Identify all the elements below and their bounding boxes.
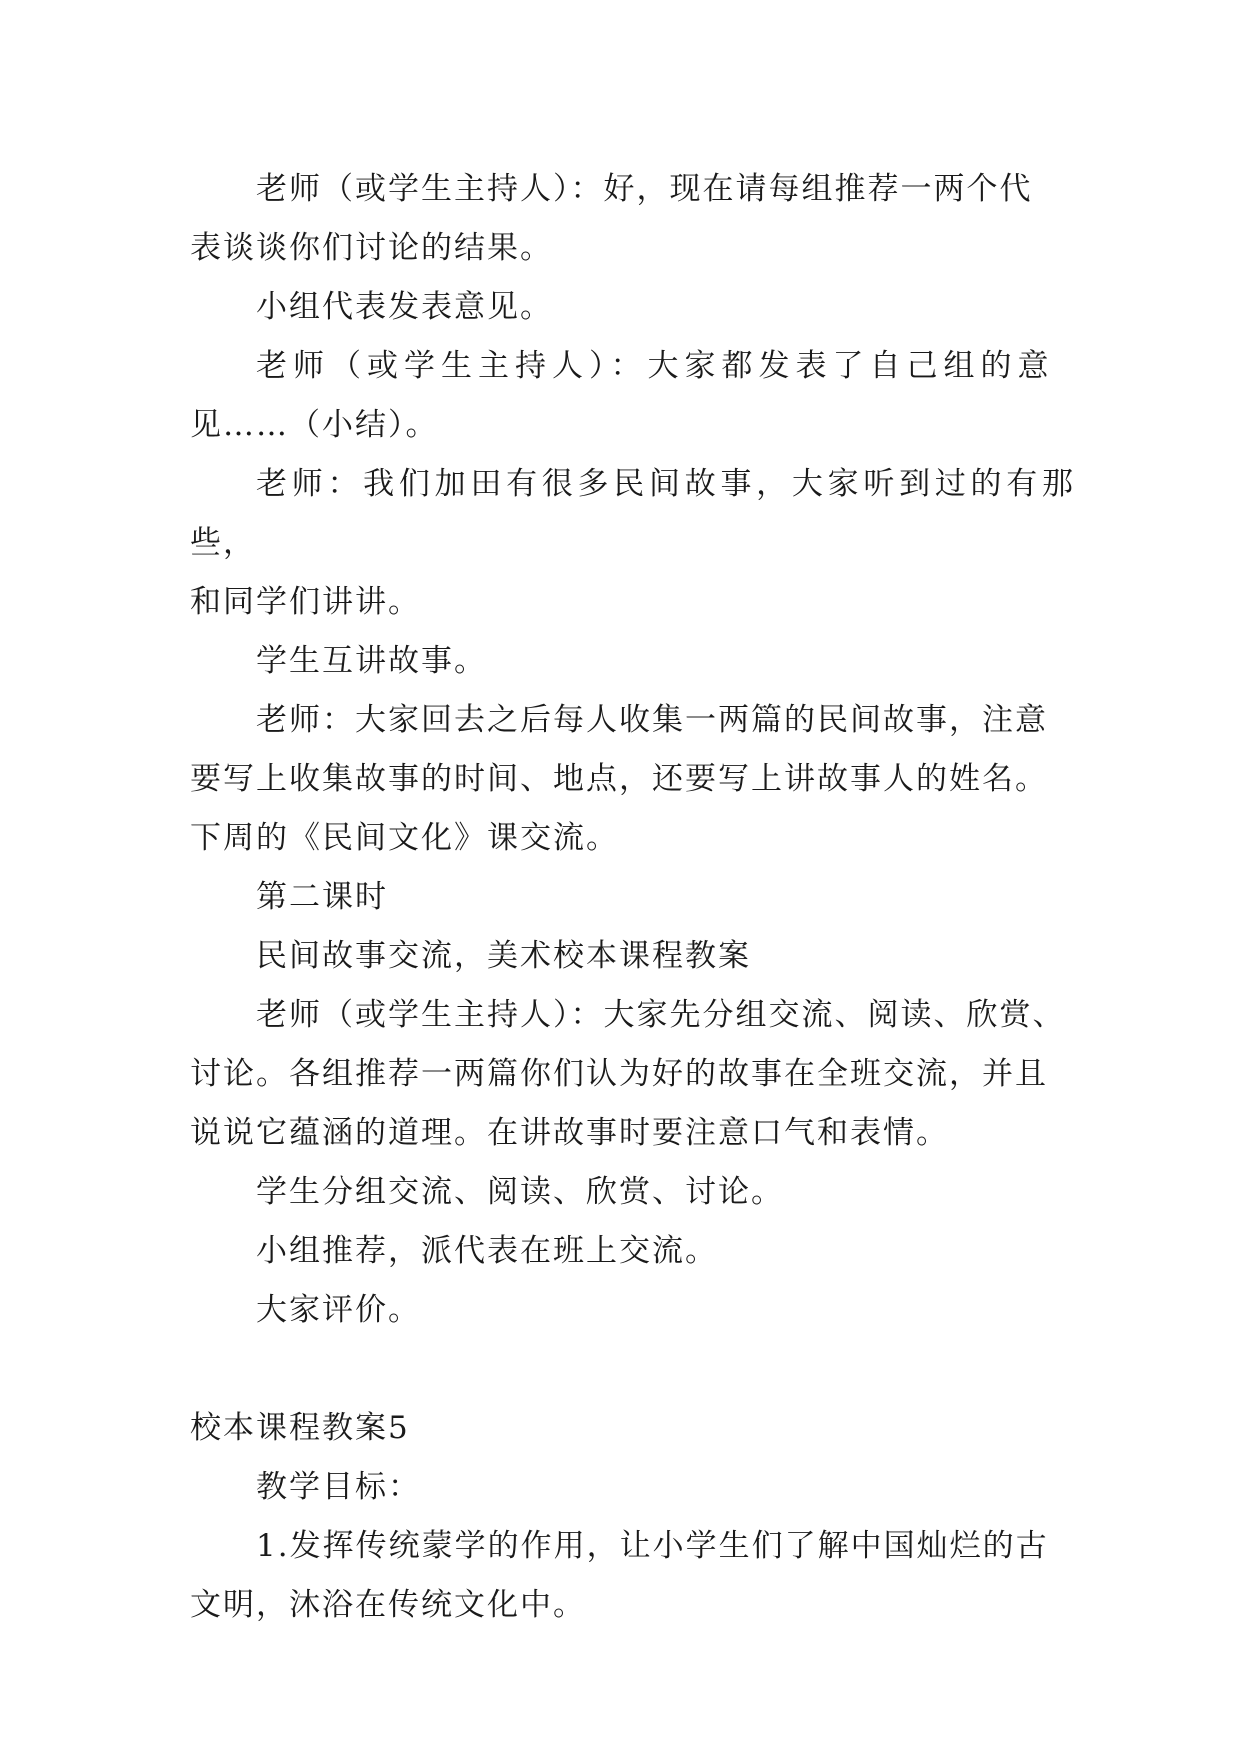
paragraph [190, 868, 1075, 927]
text-line: 说说它蕴涵的道理。在讲故事时要注意口气和表情。 [190, 1115, 949, 1151]
paragraph [190, 337, 1075, 455]
document-page [190, 160, 1075, 1635]
text-line: 表谈谈你们讨论的结果。 [190, 230, 553, 266]
paragraph [190, 691, 1075, 868]
text-line: 老师：大家回去之后每人收集一两篇的民间故事，注意 [256, 702, 1048, 738]
text-line: 文明，沐浴在传统文化中。 [190, 1587, 586, 1623]
paragraph [190, 632, 1075, 691]
text-line: 讨论。各组推荐一两篇你们认为好的故事在全班交流，并且 [190, 1056, 1048, 1092]
text-line: 和同学们讲讲。 [190, 584, 421, 620]
section-title [190, 1399, 1075, 1458]
text-line: 小组推荐，派代表在班上交流。 [256, 1233, 718, 1269]
paragraph [190, 278, 1075, 337]
paragraph [190, 1281, 1075, 1340]
text-line: 老师（或学生主持人）：大家都发表了自己组的意 [256, 348, 1055, 384]
blank-line [190, 1340, 1075, 1399]
paragraph [190, 1222, 1075, 1281]
paragraph [190, 1458, 1075, 1517]
text-line: 教学目标： [256, 1469, 421, 1505]
text-line: 民间故事交流，美术校本课程教案 [256, 938, 751, 974]
text-line: 见……（小结）。 [190, 407, 439, 443]
text-line: 大家评价。 [256, 1292, 421, 1328]
text-line: 老师（或学生主持人）：大家先分组交流、阅读、欣赏、 [256, 997, 1066, 1033]
paragraph [190, 986, 1075, 1163]
section-title-text: 校本课程教案5 [190, 1410, 410, 1446]
text-line: 1.发挥传统蒙学的作用，让小学生们了解中国灿烂的古 [256, 1528, 1049, 1564]
paragraph [190, 927, 1075, 986]
text-line: 小组代表发表意见。 [256, 289, 553, 325]
paragraph [190, 455, 1075, 632]
text-line: 学生互讲故事。 [256, 643, 487, 679]
text-line: 老师（或学生主持人）：好，现在请每组推荐一两个代 [256, 171, 1033, 207]
text-line: 老师：我们加田有很多民间故事，大家听到过的有那些， [190, 466, 1075, 561]
text-line: 下周的《民间文化》课交流。 [190, 820, 619, 856]
text-line: 第二课时 [256, 879, 388, 915]
text-line: 要写上收集故事的时间、地点，还要写上讲故事人的姓名。 [190, 761, 1048, 797]
paragraph [190, 160, 1075, 278]
paragraph [190, 1163, 1075, 1222]
text-line: 学生分组交流、阅读、欣赏、讨论。 [256, 1174, 784, 1210]
paragraph [190, 1517, 1075, 1635]
